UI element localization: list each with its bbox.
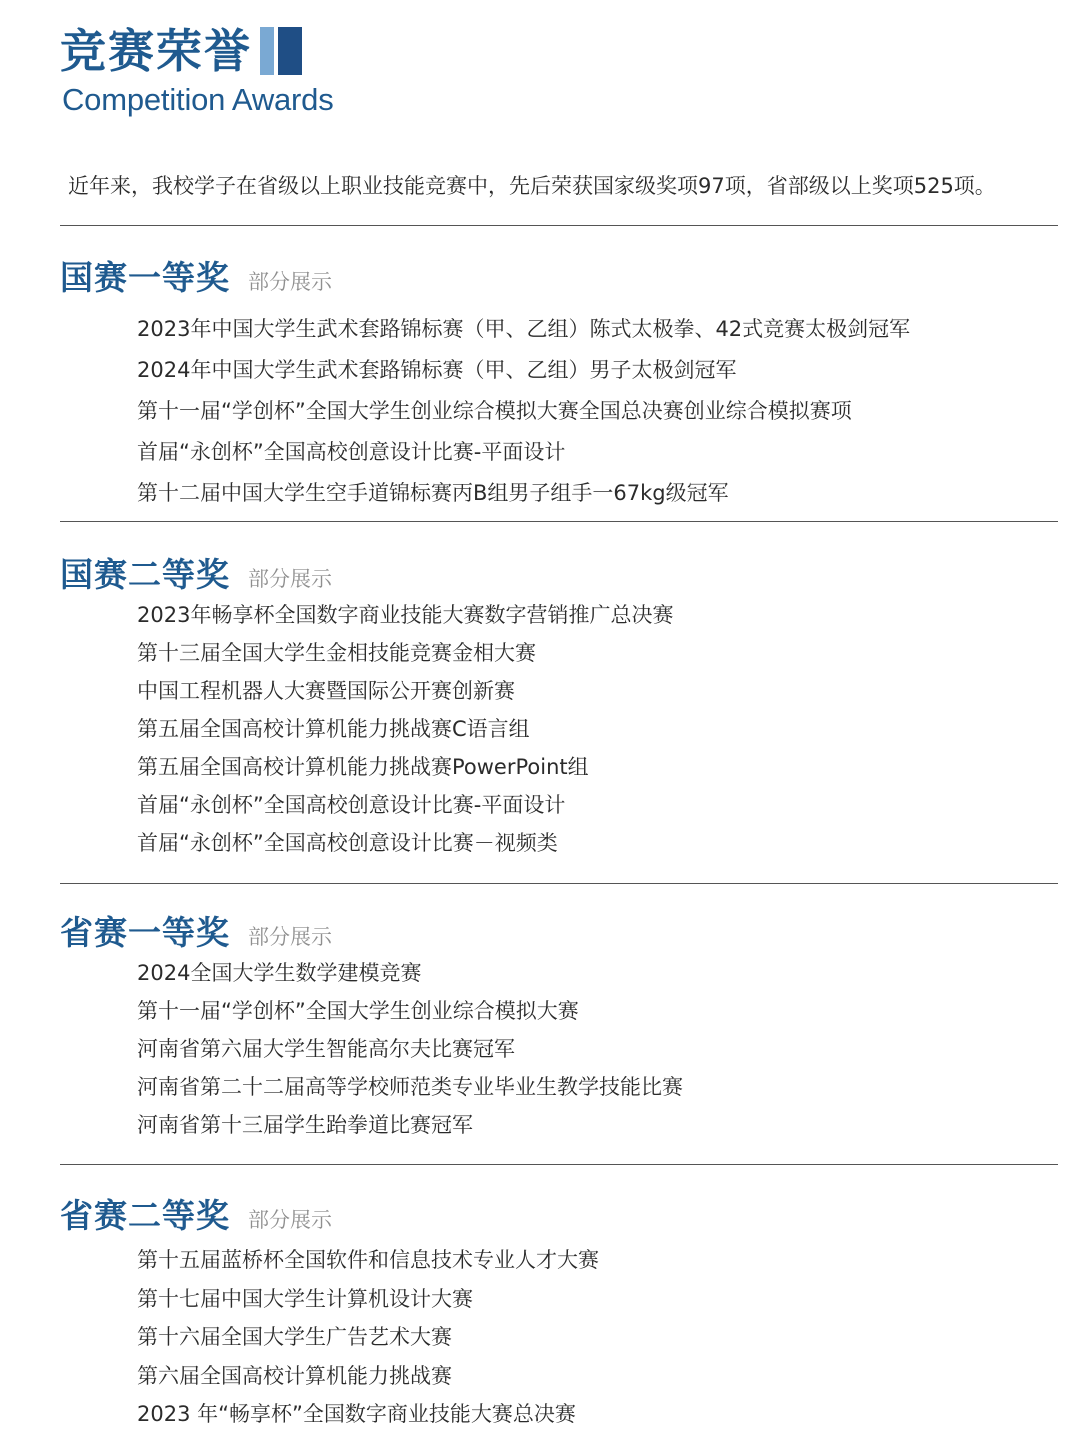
list-item: 2023年畅享杯全国数字商业技能大赛数字营销推广总决赛 — [137, 603, 674, 627]
section-header — [60, 252, 910, 299]
title-accent-block-icon — [260, 27, 302, 75]
section-title: 省赛二等奖 — [60, 1196, 230, 1235]
page-header — [60, 22, 334, 118]
list-item: 2023 年“畅享杯”全国数字商业技能大赛总决赛 — [137, 1402, 576, 1426]
section-header — [60, 907, 683, 954]
award-list — [137, 1241, 599, 1434]
divider — [60, 1164, 1058, 1165]
list-item: 2024全国大学生数学建模竞赛 — [137, 961, 422, 985]
award-list — [137, 596, 673, 862]
list-item: 第十一届“学创杯”全国大学生创业综合模拟大赛 — [137, 999, 579, 1023]
section-national-first — [60, 252, 910, 514]
list-item: 第十六届全国大学生广告艺术大赛 — [137, 1325, 452, 1349]
list-item: 第十七届中国大学生计算机设计大赛 — [137, 1286, 473, 1311]
section-title: 省赛一等奖 — [60, 913, 230, 952]
list-item: 第十二届中国大学生空手道锦标赛丙B组男子组手一67kg级冠军 — [137, 481, 729, 505]
accent-block-dark — [278, 27, 302, 75]
list-item: 首届“永创杯”全国高校创意设计比赛－视频类 — [137, 831, 558, 855]
section-provincial-second — [60, 1190, 599, 1434]
list-item: 中国工程机器人大赛暨国际公开赛创新赛 — [137, 679, 515, 703]
list-item: 第五届全国高校计算机能力挑战赛C语言组 — [137, 717, 530, 741]
list-item: 第六届全国高校计算机能力挑战赛 — [137, 1363, 452, 1388]
title-row — [60, 22, 334, 80]
divider — [60, 521, 1058, 522]
list-item: 第五届全国高校计算机能力挑战赛PowerPoint组 — [137, 755, 589, 779]
section-national-second — [60, 549, 673, 862]
list-item: 首届“永创杯”全国高校创意设计比赛-平面设计 — [137, 793, 566, 817]
list-item: 河南省第二十二届高等学校师范类专业毕业生教学技能比赛 — [137, 1075, 683, 1099]
list-item: 第十三届全国大学生金相技能竞赛金相大赛 — [137, 641, 536, 665]
section-subtitle: 部分展示 — [248, 1208, 332, 1232]
list-item: 河南省第十三届学生跆拳道比赛冠军 — [137, 1113, 473, 1137]
section-subtitle: 部分展示 — [248, 925, 332, 949]
divider — [60, 225, 1058, 226]
section-subtitle: 部分展示 — [248, 567, 332, 591]
section-header — [60, 1190, 599, 1237]
list-item: 河南省第六届大学生智能高尔夫比赛冠军 — [137, 1037, 515, 1061]
award-list — [137, 309, 910, 514]
list-item: 第十五届蓝桥杯全国软件和信息技术专业人才大赛 — [137, 1248, 599, 1272]
accent-block-light — [260, 27, 274, 75]
list-item: 2024年中国大学生武术套路锦标赛（甲、乙组）男子太极剑冠军 — [137, 358, 737, 382]
list-item: 第十一届“学创杯”全国大学生创业综合模拟大赛全国总决赛创业综合模拟赛项 — [137, 399, 852, 423]
page-title: 竞赛荣誉 — [60, 24, 252, 78]
divider — [60, 883, 1058, 884]
award-list — [137, 954, 683, 1144]
intro-text: 近年来，我校学子在省级以上职业技能竞赛中，先后荣获国家级奖项97项，省部级以上奖项525项。 — [68, 174, 996, 198]
list-item: 2023年中国大学生武术套路锦标赛（甲、乙组）陈式太极拳、42式竞赛太极剑冠军 — [137, 317, 911, 341]
section-title: 国赛二等奖 — [60, 555, 230, 594]
section-title: 国赛一等奖 — [60, 258, 230, 297]
section-subtitle: 部分展示 — [248, 270, 332, 294]
section-provincial-first — [60, 907, 683, 1144]
section-header — [60, 549, 673, 596]
page-subtitle-en: Competition Awards — [62, 82, 334, 117]
list-item: 首届“永创杯”全国高校创意设计比赛-平面设计 — [137, 440, 566, 464]
